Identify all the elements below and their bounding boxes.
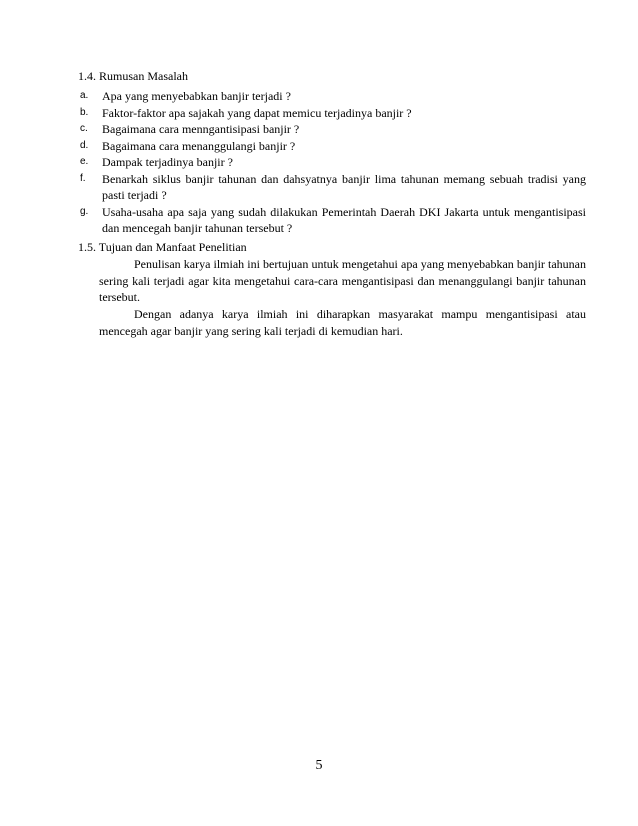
list-item <box>80 105 586 122</box>
list-item <box>80 204 586 237</box>
list-item <box>80 138 586 155</box>
page-number: 5 <box>315 758 323 773</box>
section-heading-rumusan-masalah: 1.4. Rumusan Masalah <box>78 69 188 83</box>
paragraph-text: Dengan adanya karya ilmiah ini diharapkan masyarakat mampu mengantisipasi atau mencegah agar banjir yang sering kali terjadi di kemudian hari. <box>99 307 586 338</box>
problem-list <box>80 88 586 237</box>
list-item-text: Bagaimana cara menngantisipasi banjir ? <box>102 122 300 136</box>
list-item <box>80 171 586 204</box>
list-marker: b. <box>80 106 89 118</box>
paragraph-text: Penulisan karya ilmiah ini bertujuan untuk mengetahui apa yang menyebabkan banjir tahunan sering kali terjadi agar kita mengetahui cara-cara mengantisipasi dan menanggulangi banjir tahunan tersebut. <box>99 257 586 304</box>
list-item-text: Dampak terjadinya banjir ? <box>102 155 233 169</box>
list-item-text: Apa yang menyebabkan banjir terjadi ? <box>102 89 291 103</box>
list-marker: f. <box>80 172 86 184</box>
list-item <box>80 121 586 138</box>
list-item <box>80 154 586 171</box>
list-item-text: Usaha-usaha apa saja yang sudah dilakukan Pemerintah Daerah DKI Jakarta untuk mengantisipasi dan mencegah banjir tahunan tersebut ? <box>102 204 586 235</box>
list-marker: d. <box>80 139 89 151</box>
list-marker: c. <box>80 123 88 134</box>
list-item-text: Bagaimana cara menanggulangi banjir ? <box>102 138 296 153</box>
paragraph-tujuan <box>99 256 586 306</box>
list-marker: e. <box>80 156 89 167</box>
list-marker: g. <box>80 205 89 217</box>
list-item-text: Benarkah siklus banjir tahunan dan dahsyatnya banjir lima tahunan memang sebuah tradisi yang pasti terjadi ? <box>102 171 586 202</box>
list-item-text: Faktor-faktor apa sajakah yang dapat memicu terjadinya banjir ? <box>102 105 412 120</box>
list-item <box>80 88 586 105</box>
section-heading-tujuan-manfaat: 1.5. Tujuan dan Manfaat Penelitian <box>78 240 247 254</box>
list-marker: a. <box>80 90 89 101</box>
paragraph-manfaat <box>99 306 586 339</box>
